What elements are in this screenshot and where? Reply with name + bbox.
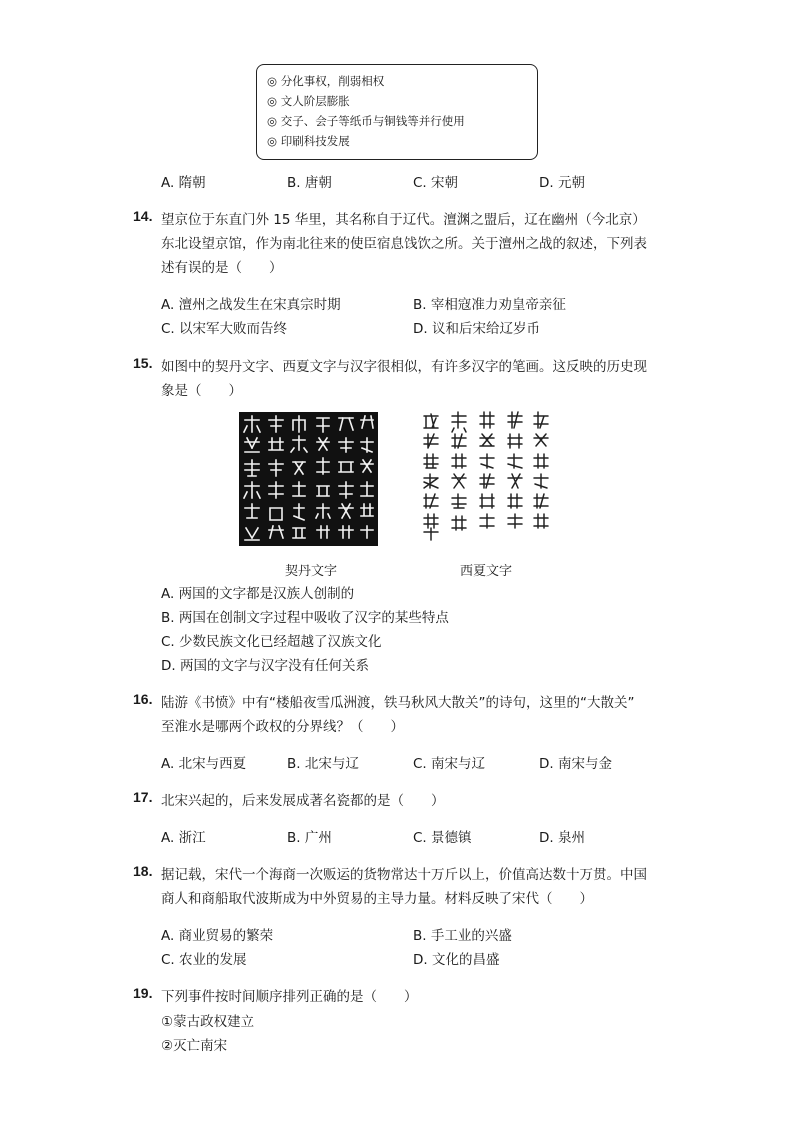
q16-option-c[interactable]: C. 南宋与辽: [413, 756, 486, 772]
event-item: ①蒙古政权建立: [161, 1014, 255, 1030]
question-text: 望京位于东直门外 15 华里，其名称自于辽代。澶渊之盟后，辽在幽州（今北京）: [161, 212, 646, 228]
tangut-glyphs: [418, 410, 552, 548]
q16-option-b[interactable]: B. 北宋与辽: [287, 756, 359, 772]
material-line: ◎ 印刷科技发展: [267, 134, 350, 148]
material-line: ◎ 分化事权，削弱相权: [267, 74, 385, 88]
q15-option-c[interactable]: C. 少数民族文化已经超越了汉族文化: [161, 634, 382, 650]
material-line: ◎ 交子、会子等纸币与铜钱等并行使用: [267, 114, 465, 128]
q16-option-a[interactable]: A. 北宋与西夏: [161, 756, 247, 772]
q18-option-b[interactable]: B. 手工业的兴盛: [413, 928, 512, 944]
khitan-caption: 契丹文字: [285, 564, 338, 579]
question-text: 至淮水是哪两个政权的分界线？（ ）: [161, 719, 404, 735]
q14-option-c[interactable]: C. 以宋军大败而告终: [161, 321, 288, 337]
q18-option-d[interactable]: D. 文化的昌盛: [413, 952, 500, 968]
question-number: 17.: [133, 789, 153, 805]
q15-option-a[interactable]: A. 两国的文字都是汉族人创制的: [161, 586, 355, 602]
q13-option-c[interactable]: C. 宋朝: [413, 175, 459, 191]
question-text: 下列事件按时间顺序排列正确的是（ ）: [161, 989, 418, 1005]
q18-option-a[interactable]: A. 商业贸易的繁荣: [161, 928, 274, 944]
q14-option-d[interactable]: D. 议和后宋给辽岁币: [413, 321, 540, 337]
q15-option-b[interactable]: B. 两国在创制文字过程中吸收了汉字的某些特点: [161, 610, 449, 626]
khitan-glyphs: [239, 412, 378, 546]
question-number: 18.: [133, 863, 153, 879]
q17-option-b[interactable]: B. 广州: [287, 830, 332, 846]
question-text: 象是（ ）: [161, 383, 242, 399]
question-text: 述有误的是（ ）: [161, 260, 283, 276]
question-text: 商人和商船取代波斯成为中外贸易的主导力量。材料反映了宋代（ ）: [161, 891, 593, 907]
q13-option-d[interactable]: D. 元朝: [539, 175, 585, 191]
q14-option-b[interactable]: B. 宰相寇准力劝皇帝亲征: [413, 297, 566, 313]
q17-option-d[interactable]: D. 泉州: [539, 830, 585, 846]
question-text: 据记载，宋代一个海商一次贩运的货物常达十万斤以上，价值高达数十万贯。中国: [161, 867, 647, 883]
material-box: [256, 64, 538, 160]
q18-option-c[interactable]: C. 农业的发展: [161, 952, 247, 968]
q13-option-a[interactable]: A. 隋朝: [161, 175, 206, 191]
q16-option-d[interactable]: D. 南宋与金: [539, 756, 612, 772]
event-item: ②灭亡南宋: [161, 1038, 228, 1054]
material-line: ◎ 文人阶层膨胀: [267, 94, 350, 108]
q17-option-a[interactable]: A. 浙江: [161, 830, 206, 846]
question-text: 北宋兴起的，后来发展成著名瓷都的是（ ）: [161, 793, 445, 809]
q14-option-a[interactable]: A. 澶州之战发生在宋真宗时期: [161, 297, 341, 313]
tangut-script-image: [418, 410, 552, 548]
q15-option-d[interactable]: D. 两国的文字与汉字没有任何关系: [161, 658, 369, 674]
question-number: 16.: [133, 691, 153, 707]
khitan-script-image: [239, 412, 378, 546]
q17-option-c[interactable]: C. 景德镇: [413, 830, 472, 846]
question-text: 陆游《书愤》中有“楼船夜雪瓜洲渡，铁马秋风大散关”的诗句，这里的“大散关”: [161, 695, 635, 711]
tangut-caption: 西夏文字: [460, 564, 513, 579]
q13-option-b[interactable]: B. 唐朝: [287, 175, 332, 191]
question-text: 如图中的契丹文字、西夏文字与汉字很相似，有许多汉字的笔画。这反映的历史现: [161, 359, 647, 375]
question-number: 19.: [133, 985, 153, 1001]
question-number: 15.: [133, 355, 153, 371]
question-number: 14.: [133, 208, 153, 224]
question-text: 东北设望京馆，作为南北往来的使臣宿息饯饮之所。关于澶州之战的叙述，下列表: [161, 236, 647, 252]
